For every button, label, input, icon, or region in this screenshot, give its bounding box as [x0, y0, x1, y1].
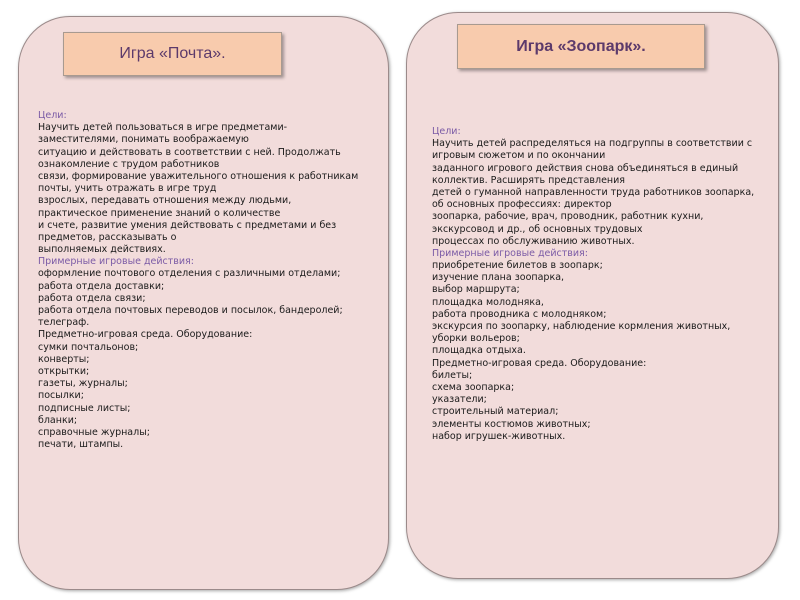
left-text-line: конверты; — [38, 353, 90, 365]
left-text-line: ситуацию и действовать в соответствии с ней. Продолжать — [38, 146, 341, 158]
left-text-line: Научить детей пользоваться в игре предметами- — [38, 122, 288, 134]
right-text-line: Научить детей распределяться на подгруппы в соответствии с — [432, 138, 753, 150]
right-text-line: уборки вольеров; — [432, 333, 520, 345]
right-text-line: билеты; — [432, 369, 473, 381]
right-text-line: выбор маршрута; — [432, 284, 520, 296]
right-text-line: площадка молодняка, — [432, 296, 544, 308]
right-text-line: коллектив. Расширять представления — [432, 174, 626, 186]
right-text-line: приобретение билетов в зоопарк; — [432, 260, 603, 272]
right-text-line: площадка отдыха. — [432, 345, 526, 357]
right-text-line: строительный материал; — [432, 406, 559, 418]
left-text-line: посылки; — [38, 390, 84, 402]
left-text-line: газеты, журналы; — [38, 378, 128, 390]
right-text-line: процессах по обслуживанию животных. — [432, 235, 635, 247]
right-text-line: Цели: — [432, 126, 461, 137]
title-left — [63, 32, 282, 76]
right-text-line: работа проводника с молодняком; — [432, 308, 607, 320]
left-text-line: подписные листы; — [38, 402, 131, 414]
left-text-line: взрослых, передавать отношения между людьми, — [38, 195, 292, 207]
right-text-line: Примерные игровые действия: — [432, 247, 588, 259]
left-text-line: почты, учить отражать в игре труд — [38, 183, 217, 195]
left-text-line: Цели: — [38, 110, 67, 121]
right-text-line: элементы костюмов животных; — [432, 418, 591, 430]
right-text-line: об основных профессиях: директор — [432, 199, 612, 211]
right-text-line: зоопарка, рабочие, врач, проводник, работник кухни, — [432, 211, 704, 223]
right-text-line: экскурсия по зоопарку, наблюдение кормления животных, — [432, 321, 731, 332]
right-text-line: игровым сюжетом и по окончании — [432, 150, 606, 162]
left-text-line: работа отдела доставки; — [38, 280, 165, 292]
left-text-line: практическое применение знаний о количестве — [38, 207, 281, 219]
left-text-line: открытки; — [38, 365, 90, 377]
right-text-line: схема зоопарка; — [432, 381, 515, 393]
left-text-line: предметов, рассказывать о — [38, 231, 177, 243]
left-text-line: бланки; — [38, 414, 78, 426]
left-text-line: сумки почтальонов; — [38, 341, 139, 353]
right-text-line: изучение плана зоопарка, — [432, 272, 565, 284]
left-text-line: заместителями, понимать воображаемую — [38, 134, 249, 146]
title-right — [457, 24, 705, 69]
right-text-line: детей о гуманной направленности труда работников зоопарка, — [432, 186, 755, 198]
content-left — [38, 110, 383, 451]
left-text-line: телеграф. — [38, 317, 90, 329]
left-text-line: Предметно-игровая среда. Оборудование: — [38, 329, 253, 341]
right-text-line: экскурсовод и др., об основных трудовых — [432, 223, 643, 235]
content-right — [432, 126, 772, 443]
left-text-line: ознакомление с трудом работников — [38, 158, 220, 170]
right-text-line: набор игрушек-животных. — [432, 430, 566, 442]
title-right-text: Игра «Зоопарк». — [516, 37, 646, 55]
title-left-text: Игра «Почта». — [119, 45, 226, 62]
left-text-line: и счете, развитие умения действовать с предметами и без — [38, 219, 337, 231]
left-text-line: выполняемых действиях. — [38, 244, 166, 256]
left-text-line: печати, штампы. — [38, 439, 124, 451]
left-text-line: работа отдела связи; — [38, 292, 146, 304]
left-text-line: Примерные игровые действия: — [38, 256, 194, 268]
right-text-line: заданного игрового действия снова объединяться в единый — [432, 162, 739, 174]
left-text-line: справочные журналы; — [38, 426, 150, 438]
right-text-line: указатели; — [432, 394, 487, 406]
left-text-line: связи, формирование уважительного отношения к работникам — [38, 170, 359, 182]
left-text-line: оформление почтового отделения с различными отделами; — [38, 268, 341, 280]
left-text-line: работа отдела почтовых переводов и посылок, бандеролей; — [38, 305, 343, 316]
right-text-line: Предметно-игровая среда. Оборудование: — [432, 357, 647, 369]
